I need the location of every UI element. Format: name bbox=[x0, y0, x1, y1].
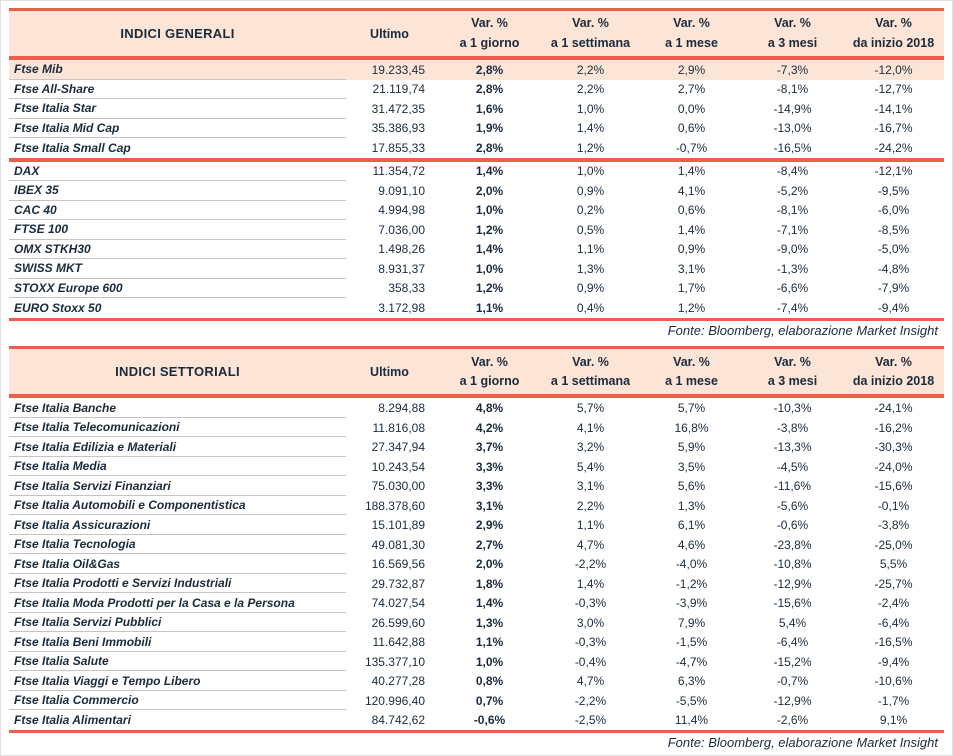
var-value-cell: 3,1% bbox=[475, 498, 504, 513]
index-name-cell: Ftse Mib bbox=[9, 60, 346, 80]
index-name-cell: Ftse Italia Oil&Gas bbox=[9, 554, 346, 574]
var-value-cell: 1,2% bbox=[576, 140, 605, 155]
ultimo-value-cell: 15.101,89 bbox=[371, 518, 425, 533]
table-row bbox=[9, 240, 944, 260]
ultimo-value-cell: 29.732,87 bbox=[371, 576, 425, 591]
var-value-cell: -8,4% bbox=[776, 164, 809, 179]
var-value-cell: -14,9% bbox=[773, 101, 812, 116]
var-value-cell: 2,2% bbox=[576, 498, 605, 513]
column-header-var bbox=[742, 14, 843, 53]
var-value-cell: 16,8% bbox=[674, 420, 709, 435]
var-value-cell: 1,4% bbox=[576, 576, 605, 591]
table-row bbox=[9, 652, 944, 672]
var-value-cell: 2,9% bbox=[475, 518, 504, 533]
var-value-cell: -25,7% bbox=[874, 576, 913, 591]
var-value-cell: -0,7% bbox=[675, 140, 708, 155]
var-value-cell: -0,6% bbox=[473, 713, 506, 728]
table-row bbox=[9, 99, 944, 119]
var-value-cell: 0,6% bbox=[677, 203, 706, 218]
index-name-cell: Ftse Italia Servizi Pubblici bbox=[9, 613, 346, 633]
ultimo-value-cell: 188.378,60 bbox=[364, 498, 425, 513]
table-row bbox=[9, 632, 944, 652]
var-value-cell: -1,3% bbox=[776, 261, 809, 276]
table-row bbox=[9, 593, 944, 613]
ultimo-value-cell: 11.354,72 bbox=[372, 164, 425, 179]
var-value-cell: 1,4% bbox=[677, 222, 706, 237]
index-name-cell: Ftse Italia Salute bbox=[9, 652, 346, 672]
column-header-var bbox=[641, 14, 742, 53]
var-value-cell: 1,1% bbox=[475, 635, 504, 650]
var-value-cell: -12,9% bbox=[773, 576, 812, 591]
column-header-var-line1: Var. % bbox=[471, 354, 508, 369]
var-value-cell: -24,1% bbox=[874, 401, 913, 416]
var-value-cell: 2,0% bbox=[475, 557, 504, 572]
ultimo-value-cell: 84.742,62 bbox=[371, 713, 425, 728]
table-row bbox=[9, 398, 944, 418]
var-value-cell: -16,7% bbox=[874, 121, 913, 136]
var-value-cell: 1,2% bbox=[677, 300, 706, 315]
var-value-cell: -16,5% bbox=[874, 635, 913, 650]
var-value-cell: -23,8% bbox=[773, 537, 812, 552]
table-row bbox=[9, 279, 944, 299]
column-header-var-line1: Var. % bbox=[673, 354, 710, 369]
var-value-cell: 0,5% bbox=[576, 222, 605, 237]
var-value-cell: -0,1% bbox=[877, 498, 910, 513]
table-row bbox=[9, 515, 944, 535]
table-title: INDICI SETTORIALI bbox=[115, 364, 240, 380]
var-value-cell: 5,7% bbox=[677, 401, 706, 416]
var-value-cell: 1,4% bbox=[475, 596, 504, 611]
table-row bbox=[9, 535, 944, 555]
var-value-cell: -24,0% bbox=[874, 459, 913, 474]
var-value-cell: -7,1% bbox=[776, 222, 809, 237]
var-value-cell: 1,6% bbox=[475, 101, 504, 116]
var-value-cell: 3,5% bbox=[677, 459, 706, 474]
table-row bbox=[9, 710, 944, 730]
var-value-cell: 4,6% bbox=[677, 537, 706, 552]
var-value-cell: 2,8% bbox=[475, 140, 504, 155]
var-value-cell: 1,2% bbox=[475, 281, 504, 296]
var-value-cell: 4,2% bbox=[475, 420, 504, 435]
var-value-cell: 2,8% bbox=[475, 62, 504, 77]
index-name-cell: SWISS MKT bbox=[9, 259, 346, 279]
index-name-cell: Ftse Italia Mid Cap bbox=[9, 119, 346, 139]
index-name-cell: Ftse Italia Star bbox=[9, 99, 346, 119]
var-value-cell: -8,1% bbox=[776, 203, 809, 218]
var-value-cell: 1,9% bbox=[475, 121, 504, 136]
ultimo-value-cell: 11.816,08 bbox=[372, 420, 425, 435]
var-value-cell: 2,2% bbox=[576, 82, 605, 97]
var-value-cell: -11,6% bbox=[773, 479, 812, 494]
var-value-cell: -0,3% bbox=[574, 635, 607, 650]
var-value-cell: 5,4% bbox=[576, 459, 605, 474]
var-value-cell: -9,4% bbox=[877, 300, 910, 315]
var-value-cell: 2,9% bbox=[677, 62, 706, 77]
ultimo-value-cell: 17.855,33 bbox=[371, 140, 425, 155]
var-value-cell: 1,1% bbox=[576, 242, 605, 257]
table-header-row bbox=[9, 11, 944, 56]
column-header-var-line1: Var. % bbox=[572, 354, 609, 369]
var-value-cell: -15,2% bbox=[773, 654, 812, 669]
report-page bbox=[1, 1, 952, 755]
var-value-cell: -12,7% bbox=[874, 82, 913, 97]
var-value-cell: 7,9% bbox=[677, 615, 706, 630]
var-value-cell: 1,4% bbox=[677, 164, 706, 179]
table-row bbox=[9, 60, 944, 80]
index-name-cell: Ftse Italia Media bbox=[9, 457, 346, 477]
var-value-cell: -4,8% bbox=[877, 261, 910, 276]
source-note: Fonte: Bloomberg, elaborazione Market Insight bbox=[667, 322, 938, 338]
table-row bbox=[9, 162, 944, 182]
ultimo-value-cell: 16.569,56 bbox=[371, 557, 425, 572]
var-value-cell: 5,4% bbox=[778, 615, 807, 630]
index-name-cell: DAX bbox=[9, 162, 346, 182]
var-value-cell: 5,7% bbox=[576, 401, 605, 416]
column-header-var-line2: a 1 settimana bbox=[550, 373, 631, 388]
var-value-cell: -1,2% bbox=[675, 576, 708, 591]
var-value-cell: -0,3% bbox=[574, 596, 607, 611]
index-name-cell: Ftse Italia Assicurazioni bbox=[9, 515, 346, 535]
var-value-cell: -30,3% bbox=[874, 440, 913, 455]
var-value-cell: 1,4% bbox=[475, 164, 504, 179]
column-header-ultimo: Ultimo bbox=[370, 364, 409, 379]
index-name-cell: FTSE 100 bbox=[9, 220, 346, 240]
table-row bbox=[9, 259, 944, 279]
column-header-var bbox=[439, 14, 540, 53]
var-value-cell: 1,3% bbox=[576, 261, 605, 276]
ultimo-value-cell: 3.172,98 bbox=[378, 300, 425, 315]
ultimo-value-cell: 120.996,40 bbox=[364, 693, 425, 708]
var-value-cell: -16,2% bbox=[874, 420, 913, 435]
var-value-cell: -3,8% bbox=[776, 420, 809, 435]
var-value-cell: -0,7% bbox=[776, 674, 809, 689]
column-header-var-line2: a 3 mesi bbox=[767, 35, 818, 50]
var-value-cell: -6,4% bbox=[877, 615, 910, 630]
var-value-cell: 3,0% bbox=[576, 615, 605, 630]
ultimo-value-cell: 11.642,88 bbox=[372, 635, 425, 650]
var-value-cell: 5,5% bbox=[879, 557, 908, 572]
var-value-cell: 3,1% bbox=[677, 261, 706, 276]
var-value-cell: -6,6% bbox=[776, 281, 809, 296]
index-name-cell: Ftse Italia Prodotti e Servizi Industriali bbox=[9, 574, 346, 594]
column-header-var-line1: Var. % bbox=[774, 354, 811, 369]
var-value-cell: 0,9% bbox=[576, 281, 605, 296]
table-row bbox=[9, 613, 944, 633]
var-value-cell: 11,4% bbox=[674, 713, 709, 728]
var-value-cell: -7,3% bbox=[776, 62, 809, 77]
var-value-cell: -10,8% bbox=[773, 557, 812, 572]
var-value-cell: -8,5% bbox=[877, 222, 910, 237]
var-value-cell: 2,8% bbox=[475, 82, 504, 97]
index-name-cell: CAC 40 bbox=[9, 201, 346, 221]
index-name-cell: Ftse Italia Alimentari bbox=[14, 713, 131, 728]
var-value-cell: -4,7% bbox=[675, 654, 708, 669]
var-value-cell: -0,4% bbox=[574, 654, 607, 669]
var-value-cell: -2,4% bbox=[877, 596, 910, 611]
var-value-cell: -13,3% bbox=[773, 440, 812, 455]
var-value-cell: 4,1% bbox=[576, 420, 605, 435]
var-value-cell: -25,0% bbox=[874, 537, 913, 552]
var-value-cell: 2,2% bbox=[576, 62, 605, 77]
var-value-cell: 1,3% bbox=[475, 615, 504, 630]
var-value-cell: -15,6% bbox=[773, 596, 812, 611]
column-header-var bbox=[843, 14, 944, 53]
var-value-cell: 0,9% bbox=[576, 183, 605, 198]
column-header-var-line1: Var. % bbox=[774, 16, 811, 31]
var-value-cell: -16,5% bbox=[773, 140, 812, 155]
var-value-cell: -2,2% bbox=[574, 693, 607, 708]
column-header-var-line1: Var. % bbox=[875, 16, 912, 31]
var-value-cell: -10,3% bbox=[773, 401, 812, 416]
var-value-cell: 0,9% bbox=[677, 242, 706, 257]
var-value-cell: -10,6% bbox=[874, 674, 913, 689]
table-row bbox=[9, 418, 944, 438]
ultimo-value-cell: 10.243,54 bbox=[371, 459, 425, 474]
var-value-cell: -8,1% bbox=[776, 82, 809, 97]
var-value-cell: 6,3% bbox=[677, 674, 706, 689]
ultimo-value-cell: 75.030,00 bbox=[371, 479, 425, 494]
table-row bbox=[9, 220, 944, 240]
var-value-cell: -2,5% bbox=[574, 713, 607, 728]
ultimo-value-cell: 49.081,30 bbox=[371, 537, 425, 552]
var-value-cell: 1,2% bbox=[475, 222, 504, 237]
column-header-var-line2: da inizio 2018 bbox=[852, 35, 935, 50]
column-header-var-line2: a 3 mesi bbox=[767, 373, 818, 388]
ultimo-value-cell: 9.091,10 bbox=[378, 183, 425, 198]
table-row bbox=[9, 298, 944, 318]
var-value-cell: 0,8% bbox=[475, 674, 504, 689]
var-value-cell: 1,1% bbox=[475, 300, 504, 315]
ultimo-value-cell: 8.294,88 bbox=[378, 401, 425, 416]
column-header-var-line2: a 1 settimana bbox=[550, 35, 631, 50]
var-value-cell: 1,1% bbox=[576, 518, 605, 533]
table-row bbox=[9, 554, 944, 574]
var-value-cell: -7,9% bbox=[877, 281, 910, 296]
ultimo-value-cell: 8.931,37 bbox=[378, 261, 425, 276]
column-header-var-line2: da inizio 2018 bbox=[852, 373, 935, 388]
index-name-cell: Ftse Italia Moda Prodotti per la Casa e la Persona bbox=[9, 593, 346, 613]
table-row bbox=[9, 201, 944, 221]
column-header-var-line2: a 1 mese bbox=[665, 373, 718, 388]
index-name-cell: Ftse Italia Small Cap bbox=[14, 140, 131, 155]
var-value-cell: 2,7% bbox=[475, 537, 504, 552]
var-value-cell: 1,0% bbox=[475, 203, 504, 218]
var-value-cell: -12,1% bbox=[874, 164, 913, 179]
var-value-cell: 4,1% bbox=[677, 183, 706, 198]
var-value-cell: 5,6% bbox=[677, 479, 706, 494]
index-name-cell: OMX STKH30 bbox=[9, 240, 346, 260]
ultimo-value-cell: 1.498,26 bbox=[378, 242, 425, 257]
column-header-var bbox=[540, 353, 641, 392]
table-row bbox=[9, 457, 944, 477]
source-note: Fonte: Bloomberg, elaborazione Market Insight bbox=[667, 734, 938, 750]
var-value-cell: -1,5% bbox=[675, 635, 708, 650]
var-value-cell: -9,4% bbox=[877, 654, 910, 669]
table-row bbox=[9, 476, 944, 496]
index-name-cell: Ftse Italia Tecnologia bbox=[9, 535, 346, 555]
table-row bbox=[9, 437, 944, 457]
var-value-cell: 2,0% bbox=[475, 183, 504, 198]
table-row bbox=[9, 138, 944, 158]
column-header-var bbox=[540, 14, 641, 53]
table-row bbox=[9, 496, 944, 516]
var-value-cell: -9,5% bbox=[877, 183, 910, 198]
var-value-cell: -13,0% bbox=[773, 121, 812, 136]
var-value-cell: -3,8% bbox=[877, 518, 910, 533]
var-value-cell: 0,2% bbox=[576, 203, 605, 218]
indices-table bbox=[9, 346, 944, 754]
index-name-cell: Ftse Italia Telecomunicazioni bbox=[9, 418, 346, 438]
ultimo-value-cell: 4.994,98 bbox=[378, 203, 425, 218]
table-row bbox=[9, 671, 944, 691]
column-header-var-line2: a 1 giorno bbox=[459, 373, 520, 388]
index-name-cell: Ftse Italia Commercio bbox=[9, 691, 346, 711]
var-value-cell: -5,2% bbox=[776, 183, 809, 198]
var-value-cell: 0,6% bbox=[677, 121, 706, 136]
var-value-cell: 0,0% bbox=[677, 101, 706, 116]
ultimo-value-cell: 7.036,00 bbox=[378, 222, 425, 237]
var-value-cell: -4,0% bbox=[675, 557, 708, 572]
ultimo-value-cell: 26.599,60 bbox=[371, 615, 425, 630]
ultimo-value-cell: 19.233,45 bbox=[371, 62, 425, 77]
ultimo-value-cell: 135.377,10 bbox=[364, 654, 425, 669]
var-value-cell: -5,6% bbox=[776, 498, 809, 513]
column-header-var-line1: Var. % bbox=[471, 16, 508, 31]
var-value-cell: 1,0% bbox=[576, 164, 605, 179]
column-header-ultimo: Ultimo bbox=[370, 26, 409, 41]
var-value-cell: 3,7% bbox=[475, 440, 504, 455]
column-header-var-line2: a 1 giorno bbox=[459, 35, 520, 50]
var-value-cell: -6,4% bbox=[776, 635, 809, 650]
var-value-cell: -9,0% bbox=[776, 242, 809, 257]
table-row bbox=[9, 119, 944, 139]
ultimo-value-cell: 35.386,93 bbox=[371, 121, 425, 136]
column-header-var bbox=[641, 353, 742, 392]
var-value-cell: -2,6% bbox=[776, 713, 809, 728]
var-value-cell: -14,1% bbox=[874, 101, 913, 116]
column-header-var-line1: Var. % bbox=[572, 16, 609, 31]
var-value-cell: -12,9% bbox=[773, 693, 812, 708]
index-name-cell: Ftse Italia Viaggi e Tempo Libero bbox=[9, 671, 346, 691]
var-value-cell: -15,6% bbox=[874, 479, 913, 494]
table-row bbox=[9, 181, 944, 201]
var-value-cell: 3,2% bbox=[576, 440, 605, 455]
var-value-cell: 4,7% bbox=[576, 537, 605, 552]
var-value-cell: -0,6% bbox=[776, 518, 809, 533]
table-row bbox=[9, 80, 944, 100]
ultimo-value-cell: 21.119,74 bbox=[372, 82, 425, 97]
table-header-row bbox=[9, 349, 944, 394]
var-value-cell: -1,7% bbox=[877, 693, 910, 708]
column-header-var bbox=[439, 353, 540, 392]
index-name-cell: Ftse Italia Automobili e Componentistica bbox=[9, 496, 346, 516]
var-value-cell: 3,3% bbox=[475, 479, 504, 494]
column-header-var-line1: Var. % bbox=[875, 354, 912, 369]
table-title: INDICI GENERALI bbox=[120, 26, 235, 41]
var-value-cell: 1,4% bbox=[576, 121, 605, 136]
var-value-cell: 0,4% bbox=[576, 300, 605, 315]
ultimo-value-cell: 27.347,94 bbox=[371, 440, 425, 455]
var-value-cell: 1,0% bbox=[576, 101, 605, 116]
ultimo-value-cell: 31.472,35 bbox=[371, 101, 425, 116]
index-name-cell: Ftse Italia Edilizia e Materiali bbox=[9, 437, 346, 457]
ultimo-value-cell: 358,33 bbox=[388, 281, 425, 296]
column-header-var-line1: Var. % bbox=[673, 16, 710, 31]
indices-table bbox=[9, 8, 944, 342]
var-value-cell: 1,8% bbox=[475, 576, 504, 591]
var-value-cell: -12,0% bbox=[874, 62, 913, 77]
var-value-cell: -2,2% bbox=[574, 557, 607, 572]
var-value-cell: 1,7% bbox=[677, 281, 706, 296]
table-row bbox=[9, 691, 944, 711]
index-name-cell: IBEX 35 bbox=[9, 181, 346, 201]
column-header-var bbox=[742, 353, 843, 392]
var-value-cell: 2,7% bbox=[677, 82, 706, 97]
var-value-cell: -5,5% bbox=[675, 693, 708, 708]
var-value-cell: 4,7% bbox=[576, 674, 605, 689]
table-row bbox=[9, 574, 944, 594]
index-name-cell: Ftse Italia Servizi Finanziari bbox=[9, 476, 346, 496]
column-header-var-line2: a 1 mese bbox=[665, 35, 718, 50]
ultimo-value-cell: 40.277,28 bbox=[371, 674, 425, 689]
index-name-cell: STOXX Europe 600 bbox=[9, 279, 346, 299]
var-value-cell: -6,0% bbox=[877, 203, 910, 218]
var-value-cell: -4,5% bbox=[776, 459, 809, 474]
var-value-cell: 5,9% bbox=[677, 440, 706, 455]
index-name-cell: Ftse All-Share bbox=[9, 80, 346, 100]
var-value-cell: 4,8% bbox=[475, 401, 504, 416]
var-value-cell: 9,1% bbox=[879, 713, 908, 728]
var-value-cell: 1,4% bbox=[475, 242, 504, 257]
index-name-cell: Ftse Italia Beni Immobili bbox=[9, 632, 346, 652]
var-value-cell: -5,0% bbox=[877, 242, 910, 257]
var-value-cell: 0,7% bbox=[475, 693, 504, 708]
column-header-var bbox=[843, 353, 944, 392]
var-value-cell: 3,1% bbox=[576, 479, 605, 494]
var-value-cell: 6,1% bbox=[677, 518, 706, 533]
var-value-cell: 1,3% bbox=[677, 498, 706, 513]
var-value-cell: 3,3% bbox=[475, 459, 504, 474]
var-value-cell: -24,2% bbox=[874, 140, 913, 155]
var-value-cell: 1,0% bbox=[475, 261, 504, 276]
var-value-cell: -7,4% bbox=[776, 300, 809, 315]
var-value-cell: -3,9% bbox=[675, 596, 708, 611]
ultimo-value-cell: 74.027,54 bbox=[371, 596, 425, 611]
var-value-cell: 1,0% bbox=[475, 654, 504, 669]
index-name-cell: EURO Stoxx 50 bbox=[14, 300, 102, 315]
index-name-cell: Ftse Italia Banche bbox=[9, 398, 346, 418]
